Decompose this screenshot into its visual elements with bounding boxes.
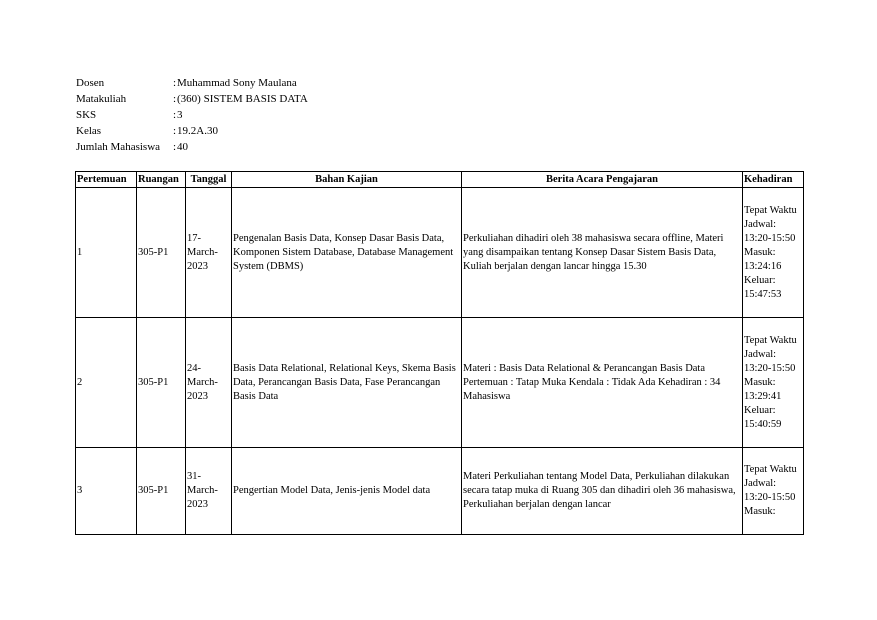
- cell-berita-acara: Materi : Basis Data Relational & Perancangan Basis Data Pertemuan : Tatap Muka Kendala : Tidak Ada Kehadiran : 34 Mahasiswa: [462, 318, 743, 448]
- cell-pertemuan: 3: [76, 448, 137, 535]
- table-row: [76, 188, 804, 318]
- info-value-sks: 3: [177, 109, 183, 121]
- course-info: [76, 75, 308, 155]
- info-value-kelas: 19.2A.30: [177, 125, 218, 137]
- info-label: Dosen: [76, 77, 105, 89]
- info-sks: [76, 107, 308, 123]
- cell-bahan-kajian: Basis Data Relational, Relational Keys, Skema Basis Data, Perancangan Basis Data, Fase Perancangan Basis Data: [232, 318, 462, 448]
- cell-pertemuan: 1: [76, 188, 137, 318]
- cell-kehadiran: Tepat Waktu Jadwal: 13:20-15:50 Masuk:: [743, 448, 804, 535]
- info-separator: :: [173, 109, 177, 121]
- info-matakuliah: [76, 91, 308, 107]
- cell-kehadiran: Tepat Waktu Jadwal: 13:20-15:50 Masuk: 13:29:41 Keluar: 15:40:59: [743, 318, 804, 448]
- info-dosen: [76, 75, 308, 91]
- cell-tanggal: 31-March-2023: [186, 448, 232, 535]
- cell-tanggal: 17-March-2023: [186, 188, 232, 318]
- header-tanggal: Tanggal: [186, 172, 232, 188]
- info-kelas: [76, 123, 308, 139]
- info-label: SKS: [76, 109, 97, 121]
- info-label: Kelas: [76, 125, 102, 137]
- cell-berita-acara: Perkuliahan dihadiri oleh 38 mahasiswa secara offline, Materi yang disampaikan tentang Konsep Dasar Sistem Basis Data, Kuliah berjalan dengan lancar hingga 15.30: [462, 188, 743, 318]
- cell-pertemuan: 2: [76, 318, 137, 448]
- teaching-log-table: [75, 171, 804, 535]
- info-value-dosen: Muhammad Sony Maulana: [177, 77, 297, 89]
- info-value-jumlah: 40: [177, 141, 188, 153]
- header-kehadiran: Kehadiran: [743, 172, 804, 188]
- cell-tanggal: 24-March-2023: [186, 318, 232, 448]
- table-header-row: [76, 172, 804, 188]
- info-label: Matakuliah: [76, 93, 127, 105]
- cell-kehadiran: Tepat Waktu Jadwal: 13:20-15:50 Masuk: 13:24:16 Keluar: 15:47:53: [743, 188, 804, 318]
- cell-ruangan: 305-P1: [137, 188, 186, 318]
- cell-ruangan: 305-P1: [137, 448, 186, 535]
- info-value-matakuliah: (360) SISTEM BASIS DATA: [177, 93, 308, 105]
- table-row: [76, 318, 804, 448]
- header-bahan-kajian: Bahan Kajian: [232, 172, 462, 188]
- info-separator: :: [173, 141, 177, 153]
- info-label: Jumlah Mahasiswa: [76, 141, 161, 153]
- cell-bahan-kajian: Pengertian Model Data, Jenis-jenis Model data: [232, 448, 462, 535]
- header-ruangan: Ruangan: [137, 172, 186, 188]
- cell-ruangan: 305-P1: [137, 318, 186, 448]
- info-separator: :: [173, 125, 177, 137]
- info-separator: :: [173, 93, 177, 105]
- info-separator: :: [173, 77, 177, 89]
- header-pertemuan: Pertemuan: [76, 172, 137, 188]
- header-berita-acara: Berita Acara Pengajaran: [462, 172, 743, 188]
- cell-berita-acara: Materi Perkuliahan tentang Model Data, Perkuliahan dilakukan secara tatap muka di Ruang 305 dan dihadiri oleh 36 mahasiswa, Perkuliahan berjalan dengan lancar: [462, 448, 743, 535]
- cell-bahan-kajian: Pengenalan Basis Data, Konsep Dasar Basis Data, Komponen Sistem Database, Database Management System (DBMS): [232, 188, 462, 318]
- info-jumlah: [76, 139, 308, 155]
- table-row: [76, 448, 804, 535]
